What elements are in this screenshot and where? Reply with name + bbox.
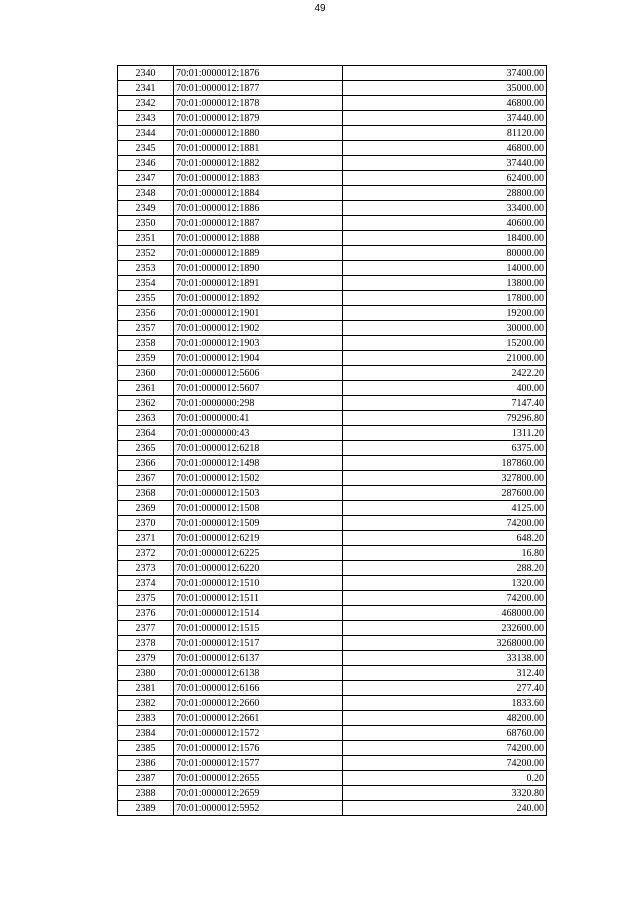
table-row [118,201,547,216]
value-cell: 277.40 [343,681,547,696]
table-row [118,486,547,501]
row-number-cell: 2364 [118,426,174,441]
value-cell: 13800.00 [343,276,547,291]
table-row [118,771,547,786]
row-number-cell: 2367 [118,471,174,486]
table-row [118,426,547,441]
cadastral-number-cell: 70:01:0000012:2659 [174,786,343,801]
cadastral-number-cell: 70:01:0000012:2660 [174,696,343,711]
row-number-cell: 2355 [118,291,174,306]
cadastral-number-cell: 70:01:0000012:1887 [174,216,343,231]
table-row [118,741,547,756]
table-row [118,441,547,456]
table-row [118,381,547,396]
table-row [118,801,547,816]
row-number-cell: 2363 [118,411,174,426]
row-number-cell: 2370 [118,516,174,531]
cadastral-number-cell: 70:01:0000012:1904 [174,351,343,366]
page-number: 49 [314,3,326,14]
row-number-cell: 2366 [118,456,174,471]
value-cell: 288.20 [343,561,547,576]
row-number-cell: 2377 [118,621,174,636]
value-cell: 1311.20 [343,426,547,441]
value-cell: 37400.00 [343,66,547,81]
table-row [118,246,547,261]
cadastral-number-cell: 70:01:0000012:1877 [174,81,343,96]
value-cell: 19200.00 [343,306,547,321]
table-row [118,126,547,141]
value-cell: 287600.00 [343,486,547,501]
cadastral-number-cell: 70:01:0000012:1508 [174,501,343,516]
row-number-cell: 2362 [118,396,174,411]
cadastral-number-cell: 70:01:0000012:6137 [174,651,343,666]
table-row [118,546,547,561]
row-number-cell: 2347 [118,171,174,186]
table-row [118,321,547,336]
row-number-cell: 2365 [118,441,174,456]
table-row [118,711,547,726]
cadastral-number-cell: 70:01:0000012:6218 [174,441,343,456]
value-cell: 312.40 [343,666,547,681]
value-cell: 62400.00 [343,171,547,186]
row-number-cell: 2354 [118,276,174,291]
table-row [118,516,547,531]
table-row [118,786,547,801]
value-cell: 21000.00 [343,351,547,366]
table-row [118,501,547,516]
table-row [118,576,547,591]
table-row [118,306,547,321]
cadastral-number-cell: 70:01:0000012:1514 [174,606,343,621]
row-number-cell: 2374 [118,576,174,591]
table-row [118,231,547,246]
cadastral-number-cell: 70:01:0000012:1879 [174,111,343,126]
row-number-cell: 2382 [118,696,174,711]
row-number-cell: 2379 [118,651,174,666]
cadastral-number-cell: 70:01:0000012:1881 [174,141,343,156]
cadastral-number-cell: 70:01:0000012:1510 [174,576,343,591]
value-cell: 33400.00 [343,201,547,216]
row-number-cell: 2386 [118,756,174,771]
cadastral-number-cell: 70:01:0000012:5607 [174,381,343,396]
table-row [118,561,547,576]
cadastral-number-cell: 70:01:0000012:1892 [174,291,343,306]
cadastral-number-cell: 70:01:0000012:1515 [174,621,343,636]
row-number-cell: 2357 [118,321,174,336]
value-cell: 3268000.00 [343,636,547,651]
table-row [118,66,547,81]
value-cell: 33138.00 [343,651,547,666]
value-cell: 232600.00 [343,621,547,636]
value-cell: 79296.80 [343,411,547,426]
value-cell: 48200.00 [343,711,547,726]
cadastral-number-cell: 70:01:0000012:6219 [174,531,343,546]
table-row [118,291,547,306]
table-row [118,456,547,471]
row-number-cell: 2352 [118,246,174,261]
row-number-cell: 2371 [118,531,174,546]
table-row [118,591,547,606]
value-cell: 40600.00 [343,216,547,231]
row-number-cell: 2353 [118,261,174,276]
row-number-cell: 2341 [118,81,174,96]
value-cell: 35000.00 [343,81,547,96]
cadastral-number-cell: 70:01:0000012:1498 [174,456,343,471]
cadastral-number-cell: 70:01:0000012:5952 [174,801,343,816]
value-cell: 468000.00 [343,606,547,621]
cadastral-number-cell: 70:01:0000000:298 [174,396,343,411]
cadastral-number-cell: 70:01:0000012:1890 [174,261,343,276]
value-cell: 6375.00 [343,441,547,456]
table-row [118,396,547,411]
cadastral-number-cell: 70:01:0000012:6166 [174,681,343,696]
cadastral-number-cell: 70:01:0000012:1884 [174,186,343,201]
cadastral-number-cell: 70:01:0000012:1889 [174,246,343,261]
row-number-cell: 2360 [118,366,174,381]
cadastral-number-cell: 70:01:0000012:1502 [174,471,343,486]
row-number-cell: 2381 [118,681,174,696]
table-row [118,471,547,486]
row-number-cell: 2368 [118,486,174,501]
table-row [118,336,547,351]
table-row [118,186,547,201]
cadastral-number-cell: 70:01:0000012:6220 [174,561,343,576]
table-body [118,66,547,816]
cadastral-number-cell: 70:01:0000012:1883 [174,171,343,186]
row-number-cell: 2383 [118,711,174,726]
value-cell: 3320.80 [343,786,547,801]
table-row [118,636,547,651]
cadastral-number-cell: 70:01:0000012:2661 [174,711,343,726]
value-cell: 46800.00 [343,96,547,111]
cadastral-number-cell: 70:01:0000012:1503 [174,486,343,501]
row-number-cell: 2359 [118,351,174,366]
row-number-cell: 2387 [118,771,174,786]
table-row [118,171,547,186]
value-cell: 74200.00 [343,591,547,606]
cadastral-number-cell: 70:01:0000012:1880 [174,126,343,141]
value-cell: 81120.00 [343,126,547,141]
cadastral-number-cell: 70:01:0000012:1886 [174,201,343,216]
value-cell: 30000.00 [343,321,547,336]
value-cell: 74200.00 [343,741,547,756]
table-row [118,411,547,426]
table-row [118,111,547,126]
cadastral-number-cell: 70:01:0000012:1876 [174,66,343,81]
cadastral-number-cell: 70:01:0000012:1888 [174,231,343,246]
table-row [118,531,547,546]
row-number-cell: 2375 [118,591,174,606]
value-cell: 400.00 [343,381,547,396]
cadastral-number-cell: 70:01:0000012:1577 [174,756,343,771]
cadastral-number-cell: 70:01:0000012:6138 [174,666,343,681]
table-row [118,276,547,291]
row-number-cell: 2342 [118,96,174,111]
value-cell: 28800.00 [343,186,547,201]
table-row [118,696,547,711]
value-cell: 4125.00 [343,501,547,516]
row-number-cell: 2372 [118,546,174,561]
row-number-cell: 2378 [118,636,174,651]
cadastral-number-cell: 70:01:0000012:1576 [174,741,343,756]
cadastral-number-cell: 70:01:0000012:1902 [174,321,343,336]
value-cell: 17800.00 [343,291,547,306]
table-row [118,726,547,741]
value-cell: 1320.00 [343,576,547,591]
table-row [118,606,547,621]
value-cell: 74200.00 [343,516,547,531]
value-cell: 68760.00 [343,726,547,741]
table-row [118,621,547,636]
row-number-cell: 2343 [118,111,174,126]
cadastral-number-cell: 70:01:0000012:1901 [174,306,343,321]
table-row [118,261,547,276]
value-cell: 648.20 [343,531,547,546]
row-number-cell: 2384 [118,726,174,741]
row-number-cell: 2385 [118,741,174,756]
value-cell: 46800.00 [343,141,547,156]
table-row [118,156,547,171]
row-number-cell: 2356 [118,306,174,321]
value-cell: 7147.40 [343,396,547,411]
cadastral-number-cell: 70:01:0000012:1511 [174,591,343,606]
table-row [118,216,547,231]
cadastral-number-cell: 70:01:0000012:1517 [174,636,343,651]
value-cell: 1833.60 [343,696,547,711]
value-cell: 187860.00 [343,456,547,471]
data-table [117,65,547,816]
value-cell: 37440.00 [343,111,547,126]
row-number-cell: 2380 [118,666,174,681]
value-cell: 37440.00 [343,156,547,171]
cadastral-number-cell: 70:01:0000000:41 [174,411,343,426]
value-cell: 15200.00 [343,336,547,351]
cadastral-number-cell: 70:01:0000012:1891 [174,276,343,291]
table-row [118,681,547,696]
row-number-cell: 2351 [118,231,174,246]
table-row [118,666,547,681]
table-row [118,141,547,156]
row-number-cell: 2358 [118,336,174,351]
row-number-cell: 2348 [118,186,174,201]
value-cell: 240.00 [343,801,547,816]
table-row [118,81,547,96]
row-number-cell: 2369 [118,501,174,516]
value-cell: 2422.20 [343,366,547,381]
cadastral-number-cell: 70:01:0000012:2655 [174,771,343,786]
row-number-cell: 2350 [118,216,174,231]
value-cell: 327800.00 [343,471,547,486]
row-number-cell: 2361 [118,381,174,396]
row-number-cell: 2349 [118,201,174,216]
row-number-cell: 2346 [118,156,174,171]
row-number-cell: 2340 [118,66,174,81]
cadastral-number-cell: 70:01:0000012:5606 [174,366,343,381]
cadastral-number-cell: 70:01:0000012:1903 [174,336,343,351]
table-row [118,651,547,666]
cadastral-number-cell: 70:01:0000012:1572 [174,726,343,741]
cadastral-number-cell: 70:01:0000000:43 [174,426,343,441]
cadastral-number-cell: 70:01:0000012:1509 [174,516,343,531]
table-row [118,351,547,366]
cadastral-number-cell: 70:01:0000012:1878 [174,96,343,111]
row-number-cell: 2388 [118,786,174,801]
value-cell: 14000.00 [343,261,547,276]
value-cell: 0.20 [343,771,547,786]
value-cell: 74200.00 [343,756,547,771]
row-number-cell: 2345 [118,141,174,156]
row-number-cell: 2373 [118,561,174,576]
row-number-cell: 2344 [118,126,174,141]
value-cell: 80000.00 [343,246,547,261]
row-number-cell: 2376 [118,606,174,621]
value-cell: 16.80 [343,546,547,561]
cadastral-number-cell: 70:01:0000012:6225 [174,546,343,561]
row-number-cell: 2389 [118,801,174,816]
value-cell: 18400.00 [343,231,547,246]
table-row [118,366,547,381]
cadastral-number-cell: 70:01:0000012:1882 [174,156,343,171]
table-row [118,756,547,771]
table-row [118,96,547,111]
